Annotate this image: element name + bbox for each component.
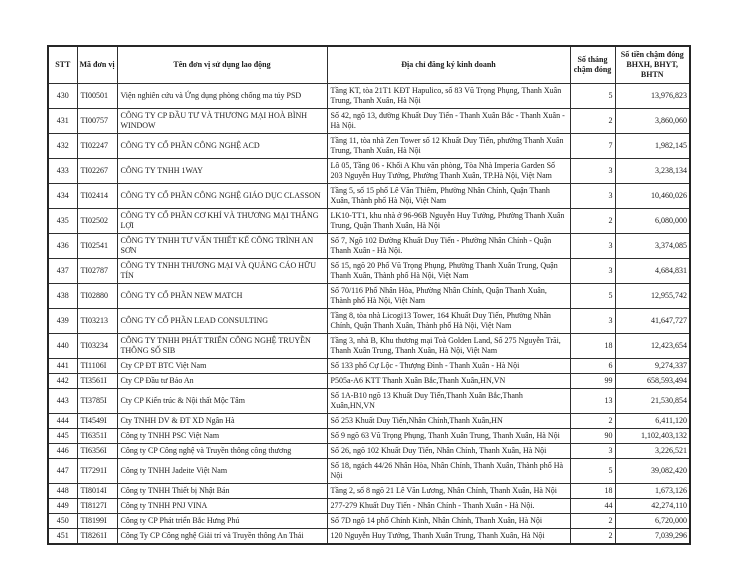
cell-months-late: 90 [570,429,615,444]
cell-business-address: Số 70/116 Phố Nhân Hòa, Phường Nhân Chính, Quận Thanh Xuân, Thành phố Hà Nội, Việt Nam [327,284,570,309]
cell-unit-code: TI6356I [77,444,117,459]
document-page [47,45,691,545]
cell-employer-name: Công ty TNHH PNJ VINA [117,499,327,514]
table-row [48,359,690,374]
late-payment-table [47,45,691,545]
cell-unit-code: TI8127I [77,499,117,514]
cell-stt: 445 [48,429,77,444]
cell-business-address: Số 42, ngõ 13, đường Khuất Duy Tiến - Thanh Xuân Bắc - Thanh Xuân - Hà Nội. [327,109,570,134]
cell-unit-code: TI02787 [77,259,117,284]
cell-unit-code: TI02414 [77,184,117,209]
table-row [48,234,690,259]
cell-employer-name: Cty CP ĐT BTC Việt Nam [117,359,327,374]
table-row [48,309,690,334]
cell-amount-late: 1,102,403,132 [615,429,690,444]
cell-employer-name: CÔNG TY CỔ PHẦN CƠ KHÍ VÀ THƯƠNG MẠI THẮNG LỢI [117,209,327,234]
cell-unit-code: TI02247 [77,134,117,159]
cell-months-late: 2 [570,414,615,429]
cell-employer-name: CÔNG TY TNHH THƯƠNG MẠI VÀ QUẢNG CÁO HỮU TÍN [117,259,327,284]
cell-amount-late: 1,673,126 [615,484,690,499]
cell-amount-late: 39,082,420 [615,459,690,484]
cell-unit-code: TI1106I [77,359,117,374]
cell-business-address: LK10-TT1, khu nhà ở 96-96B Nguyễn Huy Tưởng, Phường Thanh Xuân Trung, Quận Thanh Xuân, Hà Nội [327,209,570,234]
cell-months-late: 7 [570,134,615,159]
cell-months-late: 3 [570,309,615,334]
cell-employer-name: Công ty TNHH Thiết bị Nhật Bản [117,484,327,499]
cell-unit-code: TI03213 [77,309,117,334]
cell-amount-late: 3,374,085 [615,234,690,259]
table-row [48,499,690,514]
table-row [48,184,690,209]
cell-employer-name: CÔNG TY TNHH PHÁT TRIỂN CÔNG NGHỆ TRUYỀN THÔNG SỐ SIB [117,334,327,359]
cell-stt: 450 [48,514,77,529]
cell-stt: 442 [48,374,77,389]
cell-months-late: 3 [570,259,615,284]
cell-unit-code: TI00501 [77,84,117,109]
cell-business-address: Tầng 8, tòa nhà Licogi13 Tower, 164 Khuất Duy Tiến, Phường Nhân Chính, Quận Thanh Xuân, Thành phố Hà Nội, Việt Nam [327,309,570,334]
cell-stt: 448 [48,484,77,499]
cell-months-late: 3 [570,159,615,184]
header-stt: STT [48,46,77,84]
cell-months-late: 2 [570,209,615,234]
cell-employer-name: CÔNG TY CỔ PHẦN CÔNG NGHỆ GIÁO DỤC CLASSON [117,184,327,209]
table-row [48,484,690,499]
cell-amount-late: 6,411,120 [615,414,690,429]
cell-months-late: 44 [570,499,615,514]
cell-amount-late: 42,274,110 [615,499,690,514]
table-row [48,84,690,109]
cell-business-address: Lô 05, Tầng 06 - Khối A Khu văn phòng, Tòa Nhà Imperia Garden Số 203 Nguyễn Huy Tưởng, Phường Thanh Xuân, TP.Hà Nội, Việt Nam [327,159,570,184]
cell-stt: 440 [48,334,77,359]
cell-months-late: 99 [570,374,615,389]
cell-amount-late: 658,593,494 [615,374,690,389]
cell-stt: 434 [48,184,77,209]
cell-unit-code: TI02267 [77,159,117,184]
cell-months-late: 13 [570,389,615,414]
cell-unit-code: TI3785I [77,389,117,414]
cell-amount-late: 7,039,296 [615,529,690,545]
cell-employer-name: Công ty TNHH Jadeite Việt Nam [117,459,327,484]
cell-amount-late: 9,274,337 [615,359,690,374]
cell-stt: 436 [48,234,77,259]
cell-employer-name: CÔNG TY CỔ PHẦN LEAD CONSULTING [117,309,327,334]
cell-business-address: Số 133 phố Cự Lộc - Thượng Đình - Thanh Xuân - Hà Nội [327,359,570,374]
table-row [48,284,690,309]
cell-stt: 432 [48,134,77,159]
table-row [48,389,690,414]
cell-employer-name: Cty TNHH DV & ĐT XD Ngân Hà [117,414,327,429]
table-body [48,84,690,545]
table-row [48,429,690,444]
cell-amount-late: 12,423,654 [615,334,690,359]
cell-stt: 439 [48,309,77,334]
header-months-late: Số tháng chậm đóng [570,46,615,84]
header-employer-name: Tên đơn vị sử dụng lao động [117,46,327,84]
cell-amount-late: 41,647,727 [615,309,690,334]
cell-employer-name: CÔNG TY TNHH TƯ VẤN THIẾT KẾ CÔNG TRÌNH AN SƠN [117,234,327,259]
cell-unit-code: TI4549I [77,414,117,429]
cell-stt: 435 [48,209,77,234]
cell-employer-name: CÔNG TY TNHH 1WAY [117,159,327,184]
cell-business-address: Số 7D ngõ 14 phố Chính Kinh, Nhân Chính, Thanh Xuân, Hà Nội [327,514,570,529]
cell-stt: 430 [48,84,77,109]
cell-stt: 431 [48,109,77,134]
table-header-row [48,46,690,84]
cell-amount-late: 13,976,823 [615,84,690,109]
cell-months-late: 3 [570,184,615,209]
cell-business-address: P505a-A6 KTT Thanh Xuân Bắc,Thanh Xuân,HN,VN [327,374,570,389]
cell-business-address: Số 9 ngõ 63 Vũ Trọng Phụng, Thanh Xuân Trung, Thanh Xuân, Hà Nội [327,429,570,444]
cell-unit-code: TI8261I [77,529,117,545]
table-row [48,259,690,284]
cell-months-late: 6 [570,359,615,374]
table-row [48,459,690,484]
cell-unit-code: TI03234 [77,334,117,359]
cell-months-late: 3 [570,444,615,459]
cell-amount-late: 1,982,145 [615,134,690,159]
cell-stt: 447 [48,459,77,484]
cell-months-late: 18 [570,334,615,359]
cell-unit-code: TI6351I [77,429,117,444]
cell-months-late: 5 [570,459,615,484]
cell-business-address: Số 18, ngách 44/26 Nhân Hòa, Nhân Chính, Thanh Xuân, Thành phố Hà Nội [327,459,570,484]
cell-business-address: Số 26, ngõ 102 Khuất Duy Tiến, Nhân Chính, Thanh Xuân, Hà Nội [327,444,570,459]
cell-business-address: Tầng KT, tòa 21T1 KĐT Hapulico, số 83 Vũ Trọng Phụng, Thanh Xuân Trung, Thanh Xuân, Hà Nội [327,84,570,109]
cell-months-late: 2 [570,514,615,529]
cell-employer-name: CÔNG TY CỔ PHẦN NEW MATCH [117,284,327,309]
cell-unit-code: TI8014I [77,484,117,499]
cell-amount-late: 21,530,854 [615,389,690,414]
cell-stt: 446 [48,444,77,459]
header-business-address: Địa chỉ đăng ký kinh doanh [327,46,570,84]
cell-amount-late: 3,860,060 [615,109,690,134]
table-row [48,209,690,234]
cell-business-address: Số 253 Khuất Duy Tiến,Nhân Chính,Thanh Xuân,HN [327,414,570,429]
header-amount-late: Số tiền chậm đóng BHXH, BHYT, BHTN [615,46,690,84]
cell-stt: 444 [48,414,77,429]
table-row [48,374,690,389]
cell-amount-late: 12,955,742 [615,284,690,309]
cell-amount-late: 6,720,000 [615,514,690,529]
table-row [48,134,690,159]
cell-business-address: Số 7, Ngõ 102 Đường Khuất Duy Tiến - Phường Nhân Chính - Quận Thanh Xuân - Hà Nội. [327,234,570,259]
cell-employer-name: Cty CP Kiến trúc & Nội thất Mộc Tâm [117,389,327,414]
cell-employer-name: Công ty TNHH PSC Việt Nam [117,429,327,444]
cell-employer-name: CÔNG TY CỔ PHẦN CÔNG NGHỆ ACD [117,134,327,159]
cell-unit-code: TI8199I [77,514,117,529]
cell-business-address: Tầng 5, số 15 phố Lê Văn Thiêm, Phường Nhân Chính, Quận Thanh Xuân, Thành phố Hà Nội, Việt Nam [327,184,570,209]
cell-amount-late: 3,238,134 [615,159,690,184]
cell-stt: 438 [48,284,77,309]
cell-business-address: Tầng 3, nhà B, Khu thương mại Toà Golden Land, Số 275 Nguyễn Trãi, Thanh Xuân Trung, Thanh Xuân, Hà Nội, Việt Nam [327,334,570,359]
cell-employer-name: Viện nghiên cứu và Ứng dụng phòng chống ma túy PSD [117,84,327,109]
table-row [48,444,690,459]
table-row [48,334,690,359]
cell-business-address: 120 Nguyễn Huy Tưởng, Thanh Xuân Trung, Thanh Xuân, Hà Nội [327,529,570,545]
cell-amount-late: 6,080,000 [615,209,690,234]
cell-employer-name: Công Ty CP Công nghệ Giải trí và Truyền thông An Thái [117,529,327,545]
table-row [48,414,690,429]
cell-stt: 437 [48,259,77,284]
cell-months-late: 5 [570,284,615,309]
cell-months-late: 3 [570,234,615,259]
cell-months-late: 2 [570,109,615,134]
cell-business-address: Tầng 2, số 8 ngõ 21 Lê Văn Lương, Nhân Chính, Thanh Xuân, Hà Nội [327,484,570,499]
cell-business-address: Số 1A-B10 ngõ 13 Khuất Duy Tiến,Thanh Xuân Bắc,Thanh Xuân,HN,VN [327,389,570,414]
cell-stt: 433 [48,159,77,184]
cell-business-address: 277-279 Khuất Duy Tiến - Nhân Chính - Thanh Xuân - Hà Nội. [327,499,570,514]
cell-amount-late: 10,460,026 [615,184,690,209]
cell-unit-code: TI02541 [77,234,117,259]
cell-business-address: Tầng 11, tòa nhà Zen Tower số 12 Khuất Duy Tiến, phường Thanh Xuân Trung, Thanh Xuân, Hà Nội [327,134,570,159]
cell-employer-name: Cty CP Đầu tư Bảo An [117,374,327,389]
cell-employer-name: CÔNG TY CP ĐẦU TƯ VÀ THƯƠNG MẠI HOÀ BÌNH WINDOW [117,109,327,134]
table-row [48,109,690,134]
cell-amount-late: 3,226,521 [615,444,690,459]
cell-months-late: 5 [570,84,615,109]
cell-unit-code: TI3561I [77,374,117,389]
cell-unit-code: TI00757 [77,109,117,134]
cell-unit-code: TI7291I [77,459,117,484]
cell-stt: 443 [48,389,77,414]
table-row [48,514,690,529]
cell-stt: 449 [48,499,77,514]
cell-stt: 451 [48,529,77,545]
cell-months-late: 18 [570,484,615,499]
table-row [48,529,690,545]
cell-months-late: 2 [570,529,615,545]
header-unit-code: Mã đơn vị [77,46,117,84]
cell-stt: 441 [48,359,77,374]
cell-employer-name: Công ty CP Công nghệ và Truyền thông công thương [117,444,327,459]
cell-amount-late: 4,684,831 [615,259,690,284]
cell-unit-code: TI02502 [77,209,117,234]
cell-business-address: Số 15, ngõ 20 Phố Vũ Trọng Phụng, Phường Thanh Xuân Trung, Quận Thanh Xuân, Thành phố Hà Nội, Việt Nam [327,259,570,284]
cell-employer-name: Công ty CP Phát triển Bắc Hưng Phú [117,514,327,529]
cell-unit-code: TI02880 [77,284,117,309]
table-row [48,159,690,184]
